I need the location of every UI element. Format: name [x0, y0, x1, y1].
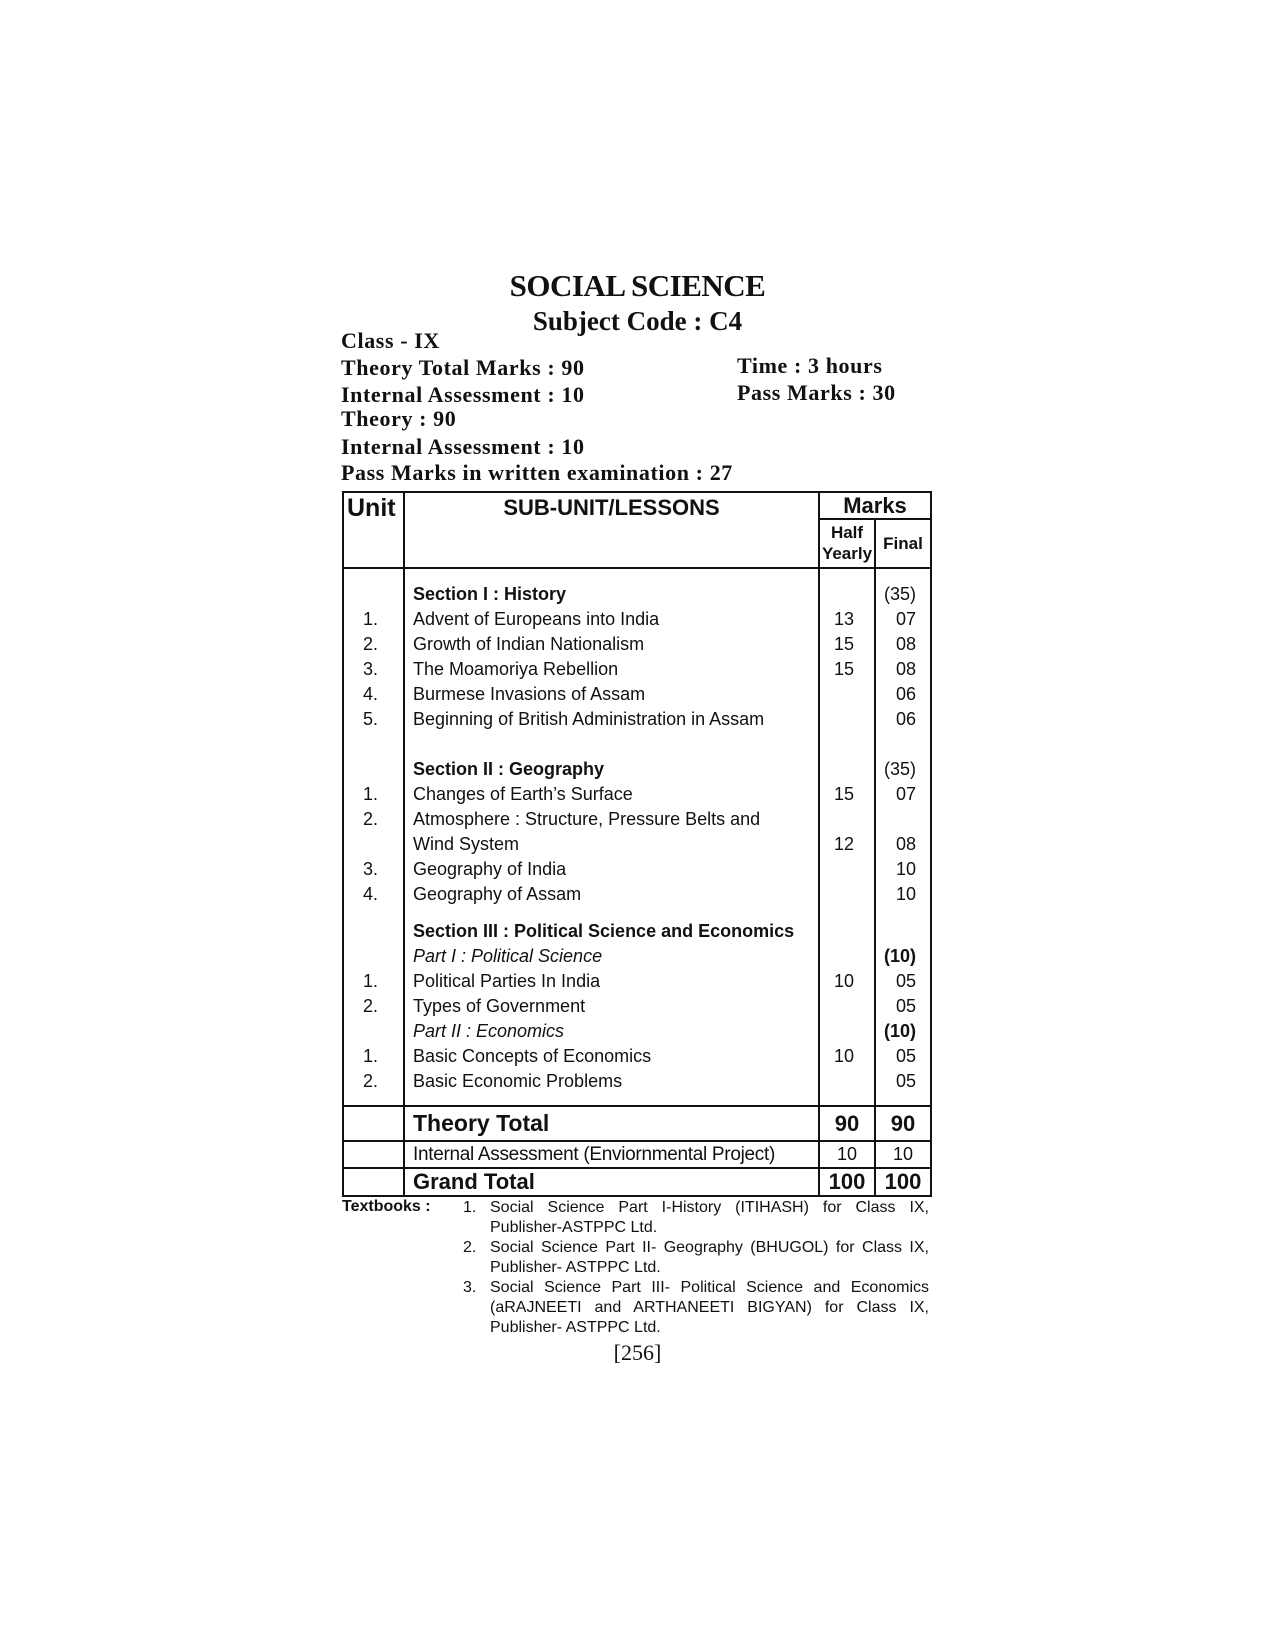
- unit-number: 2.: [362, 1071, 378, 1091]
- lesson-item: Advent of Europeans into India: [413, 609, 660, 629]
- final-mark: 07: [895, 784, 916, 804]
- unit-number: 2.: [362, 809, 378, 829]
- header-half-yearly: Half Yearly: [819, 519, 875, 568]
- final-mark: 07: [895, 609, 916, 629]
- half-yearly-mark: 12: [833, 834, 855, 854]
- header-unit: Unit: [343, 492, 404, 568]
- half-yearly-mark: [820, 994, 874, 1019]
- unit-number: 1.: [362, 784, 378, 804]
- unit-number: 5.: [362, 709, 378, 729]
- half-yearly-mark: 10: [833, 1046, 855, 1066]
- lesson-item: Basic Economic Problems: [413, 1071, 623, 1091]
- theory-total-marks: Theory Total Marks : 90: [341, 355, 585, 380]
- lessons-column: [404, 568, 819, 1106]
- half-yearly-mark: 15: [833, 659, 855, 679]
- final-mark: 05: [895, 1046, 916, 1066]
- unit-number: 3.: [362, 859, 378, 879]
- half-yearly-mark: [820, 682, 874, 707]
- unit-number: 3.: [362, 659, 378, 679]
- grand-total-final: 100: [875, 1168, 931, 1196]
- part-total-economics: (10): [883, 1021, 916, 1041]
- textbook-text: Social Science Part II- Geography (BHUGOL) for Class IX, Publisher- ASTPPC Ltd.: [490, 1239, 929, 1276]
- final-mark: 05: [895, 1071, 916, 1091]
- textbook-text: Social Science Part I-History (ITIHASH) for Class IX, Publisher-ASTPPC Ltd.: [490, 1199, 929, 1236]
- half-yearly-mark: 13: [833, 609, 855, 629]
- unit-number: 2.: [362, 996, 378, 1016]
- unit-column: [343, 568, 404, 1106]
- grand-total-label: Grand Total: [404, 1168, 819, 1196]
- theory-total-half: 90: [819, 1106, 875, 1141]
- half-yearly-mark: [820, 1069, 874, 1094]
- pass-marks: Pass Marks : 30: [737, 380, 896, 405]
- exam-time: Time : 3 hours: [737, 353, 883, 378]
- final-mark: 06: [895, 709, 916, 729]
- section-heading-polsci-econ: Section III : Political Science and Economics: [413, 921, 795, 941]
- unit-number: 1.: [362, 609, 378, 629]
- theory-marks: Theory : 90: [341, 406, 457, 431]
- unit-number: 4.: [362, 884, 378, 904]
- lesson-item: Beginning of British Administration in Assam: [413, 709, 765, 729]
- half-yearly-mark: 10: [833, 971, 855, 991]
- page-number: [256]: [613, 1340, 662, 1365]
- half-yearly-column: [819, 568, 875, 1106]
- half-yearly-mark: [820, 857, 874, 882]
- class-label: Class - IX: [341, 328, 440, 353]
- page-title: SOCIAL SCIENCE: [509, 268, 766, 303]
- final-mark: 08: [895, 659, 916, 679]
- final-mark: 08: [895, 834, 916, 854]
- section-total-geography: (35): [883, 759, 916, 779]
- internal-assessment-row: [343, 1141, 931, 1168]
- textbook-number: 3.: [463, 1279, 477, 1296]
- unit-number: 1.: [362, 971, 378, 991]
- textbook-item: [463, 1278, 929, 1338]
- lesson-item: Geography of India: [413, 859, 567, 879]
- final-mark: 05: [895, 996, 916, 1016]
- lesson-item: Growth of Indian Nationalism: [413, 634, 645, 654]
- part-heading-political-science: Part I : Political Science: [413, 946, 603, 966]
- final-mark: 06: [895, 684, 916, 704]
- final-mark: 05: [895, 971, 916, 991]
- textbook-item: [463, 1198, 929, 1238]
- final-column: [875, 568, 931, 1106]
- internal-assessment-marks: Internal Assessment : 10: [341, 382, 585, 407]
- theory-total-row: [343, 1106, 931, 1141]
- subject-code: Subject Code : C4: [532, 306, 743, 336]
- half-yearly-mark: [820, 707, 874, 732]
- lesson-item: Atmosphere : Structure, Pressure Belts and: [413, 809, 761, 829]
- table-body-row: [343, 568, 931, 1106]
- lesson-item: Political Parties In India: [413, 971, 601, 991]
- marks-table: [342, 491, 932, 1197]
- lesson-item: Changes of Earth’s Surface: [413, 784, 633, 804]
- pass-marks-written: Pass Marks in written examination : 27: [341, 460, 733, 485]
- internal-assessment-marks-2: Internal Assessment : 10: [341, 434, 585, 459]
- grand-total-row: [343, 1168, 931, 1196]
- header-marks: Marks: [819, 492, 931, 519]
- lesson-item: Basic Concepts of Economics: [413, 1046, 652, 1066]
- lesson-item: The Moamoriya Rebellion: [413, 659, 619, 679]
- section-total-history: (35): [883, 584, 916, 604]
- part-total-political-science: (10): [883, 946, 916, 966]
- final-mark: 10: [895, 884, 916, 904]
- part-heading-economics: Part II : Economics: [413, 1021, 565, 1041]
- lesson-item-continued: Wind System: [413, 834, 520, 854]
- table-header-row: [343, 492, 931, 519]
- lesson-item: Burmese Invasions of Assam: [413, 684, 646, 704]
- theory-total-final: 90: [875, 1106, 931, 1141]
- textbooks-label: Textbooks :: [342, 1198, 431, 1215]
- section-heading-history: Section I : History: [413, 584, 567, 604]
- internal-assessment-label: Internal Assessment (Enviornmental Project): [404, 1141, 819, 1168]
- internal-assessment-final: 10: [875, 1141, 931, 1168]
- final-mark: 10: [895, 859, 916, 879]
- unit-number: 2.: [362, 634, 378, 654]
- textbook-item: [463, 1238, 929, 1278]
- final-mark: 08: [895, 634, 916, 654]
- header-sub-unit: SUB-UNIT/LESSONS: [404, 492, 819, 568]
- half-yearly-mark: 15: [833, 784, 855, 804]
- textbook-text: Social Science Part III- Political Science and Economics (aRAJNEETI and ARTHANEETI BIGYAN) for Class IX, Publisher- ASTPPC Ltd.: [490, 1279, 929, 1336]
- half-yearly-mark: 15: [833, 634, 855, 654]
- lesson-item: Types of Government: [413, 996, 586, 1016]
- header-final: Final: [875, 519, 931, 568]
- unit-number: 4.: [362, 684, 378, 704]
- internal-assessment-half: 10: [819, 1141, 875, 1168]
- grand-total-half: 100: [819, 1168, 875, 1196]
- textbook-number: 1.: [463, 1199, 477, 1216]
- unit-number: 1.: [362, 1046, 378, 1066]
- lesson-item: Geography of Assam: [413, 884, 582, 904]
- theory-total-label: Theory Total: [404, 1106, 819, 1141]
- textbook-number: 2.: [463, 1239, 477, 1256]
- half-yearly-mark: [820, 882, 874, 907]
- section-heading-geography: Section II : Geography: [413, 759, 605, 779]
